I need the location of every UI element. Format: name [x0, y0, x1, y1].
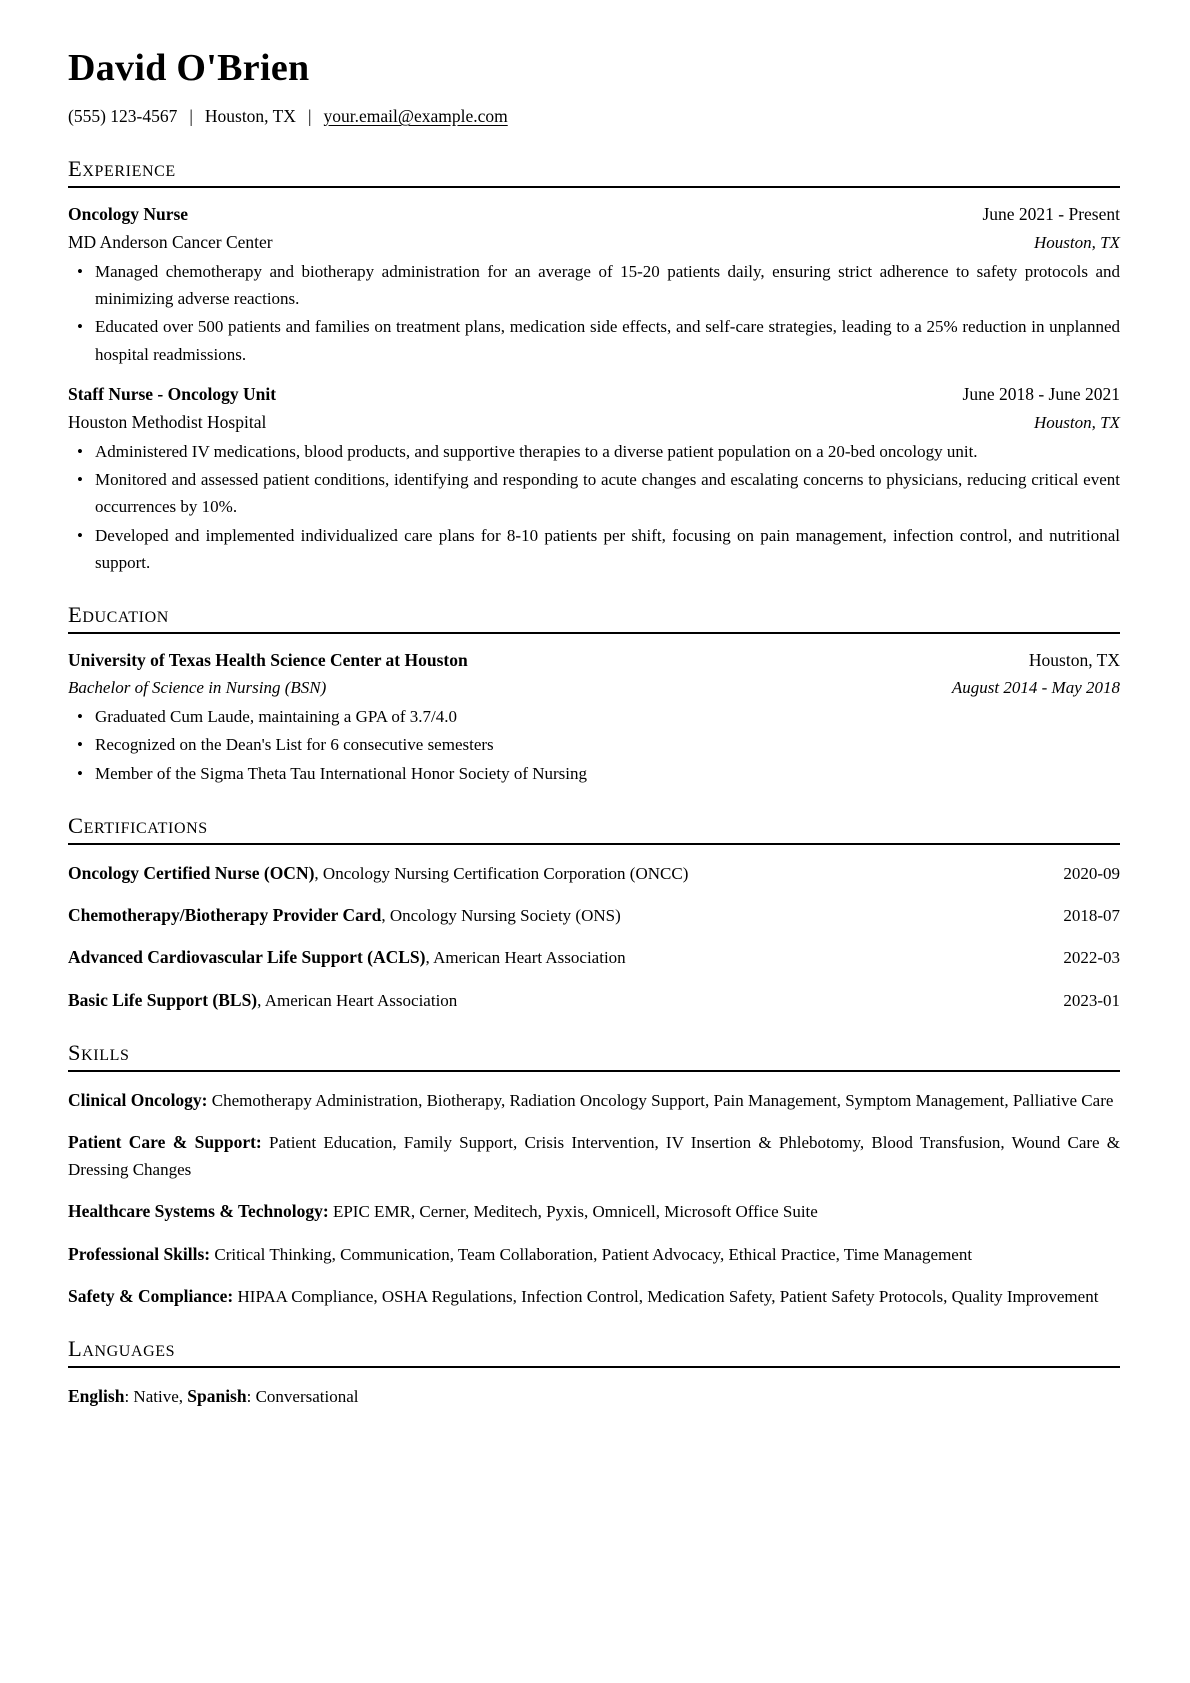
certification-name: Advanced Cardiovascular Life Support (ACLS)	[68, 947, 426, 968]
education-bullet	[68, 703, 1120, 730]
school-subtitle-row	[68, 674, 1120, 701]
job-title: Oncology Nurse	[68, 203, 189, 224]
job-title-row	[68, 200, 1120, 228]
education-bullet	[68, 760, 1120, 787]
job-dates: June 2021 - Present	[982, 203, 1120, 224]
skill-items: HIPAA Compliance, OSHA Regulations, Infection Control, Medication Safety, Patient Safety Protocols, Quality Improvement	[237, 1286, 1099, 1306]
language-comma: ,	[178, 1387, 188, 1407]
bullet-icon: •	[77, 525, 83, 545]
languages-line	[68, 1382, 1120, 1410]
job-bullet	[68, 258, 1120, 312]
skill-group	[68, 1240, 1120, 1268]
job-bullet	[68, 313, 1120, 367]
certification-name: Oncology Certified Nurse (OCN)	[68, 862, 315, 883]
job-company: MD Anderson Cancer Center	[68, 231, 273, 252]
certification-date: 2020-09	[1063, 863, 1120, 883]
bullet-icon: •	[77, 763, 83, 783]
phone-number: (555) 123-4567	[68, 105, 178, 126]
school-name: University of Texas Health Science Center at Houston	[68, 650, 468, 671]
certification-name: Chemotherapy/Biotherapy Provider Card	[68, 905, 382, 926]
skill-items: Chemotherapy Administration, Biotherapy, Radiation Oncology Support, Pain Management, Symptom Management, Palliative Care	[211, 1090, 1114, 1110]
skill-group	[68, 1128, 1120, 1183]
job-subtitle-row	[68, 408, 1120, 436]
education-bullet-text: Recognized on the Dean's List for 6 consecutive semesters	[95, 735, 494, 755]
skill-group	[68, 1086, 1120, 1114]
certification-date: 2018-07	[1063, 906, 1120, 926]
job-subtitle-row	[68, 228, 1120, 256]
job-bullet-text: Monitored and assessed patient conditions, identifying and responding to acute changes and escalating concerns to physicians, reducing critical event occurrences by 10%.	[95, 470, 1120, 517]
section-skills	[68, 1039, 1120, 1310]
job-bullet-text: Managed chemotherapy and biotherapy administration for an average of 15-20 patients daily, ensuring strict adherence to safety protocols and minimizing adverse reactions.	[95, 262, 1120, 309]
bullet-icon: •	[77, 317, 83, 337]
certification-date: 2023-01	[1063, 990, 1120, 1010]
job-title-row	[68, 380, 1120, 408]
resume-header	[68, 48, 1120, 130]
job-bullet-text: Developed and implemented individualized care plans for 8-10 patients per shift, focusing on pain management, infection control, and nutritional support.	[95, 525, 1120, 572]
job-location: Houston, TX	[1034, 232, 1120, 252]
certification-separator: ,	[381, 906, 390, 926]
job-bullet	[68, 466, 1120, 520]
section-experience	[68, 155, 1120, 576]
location-text: Houston, TX	[204, 105, 296, 126]
section-education	[68, 601, 1120, 787]
certification-text	[68, 943, 626, 971]
certification-row	[68, 943, 1120, 971]
skill-group	[68, 1197, 1120, 1225]
section-title-languages: Languages	[68, 1335, 1120, 1368]
skill-label: Patient Care & Support:	[68, 1132, 262, 1153]
certification-text	[68, 901, 621, 929]
skill-items: EPIC EMR, Cerner, Meditech, Pyxis, Omnicell, Microsoft Office Suite	[332, 1202, 818, 1222]
bullet-icon: •	[77, 262, 83, 282]
language-name: Spanish	[187, 1386, 247, 1407]
section-title-skills: Skills	[68, 1039, 1120, 1072]
section-certifications	[68, 812, 1120, 1014]
education-entry	[68, 646, 1120, 787]
education-bullet-text: Graduated Cum Laude, maintaining a GPA of 3.7/4.0	[95, 707, 457, 727]
job-bullet-text: Administered IV medications, blood products, and supportive therapies to a diverse patient population on a 20-bed oncology unit.	[95, 442, 978, 462]
education-bullet-text: Member of the Sigma Theta Tau International Honor Society of Nursing	[95, 763, 588, 783]
job-company: Houston Methodist Hospital	[68, 411, 267, 432]
skill-label: Clinical Oncology:	[68, 1089, 208, 1110]
degree: Bachelor of Science in Nursing (BSN)	[68, 678, 327, 698]
bullet-icon: •	[77, 735, 83, 755]
bullet-icon: •	[77, 707, 83, 727]
bullet-icon: •	[77, 442, 83, 462]
job-title: Staff Nurse - Oncology Unit	[68, 383, 277, 404]
certification-row	[68, 901, 1120, 929]
job-location: Houston, TX	[1034, 412, 1120, 432]
school-location: Houston, TX	[1028, 650, 1120, 671]
contact-line	[68, 102, 1120, 130]
certification-text	[68, 859, 688, 887]
section-languages	[68, 1335, 1120, 1410]
skill-label: Healthcare Systems & Technology:	[68, 1201, 329, 1222]
separator: |	[307, 105, 312, 126]
section-title-certifications: Certifications	[68, 812, 1120, 845]
skill-group	[68, 1282, 1120, 1310]
skill-items: Critical Thinking, Communication, Team Collaboration, Patient Advocacy, Ethical Practice, Time Management	[214, 1244, 973, 1264]
section-title-education: Education	[68, 601, 1120, 634]
section-title-experience: Experience	[68, 155, 1120, 188]
job-entry	[68, 380, 1120, 576]
certification-separator: ,	[257, 990, 265, 1010]
job-bullet-text: Educated over 500 patients and families on treatment plans, medication side effects, and self-care strategies, leading to a 25% reduction in unplanned hospital readmissions.	[95, 317, 1120, 364]
education-bullet-list	[68, 703, 1120, 787]
bullet-icon: •	[77, 470, 83, 490]
certification-issuer: Oncology Nursing Society (ONS)	[389, 906, 621, 926]
language-name: English	[68, 1386, 125, 1407]
certification-row	[68, 986, 1120, 1014]
certification-date: 2022-03	[1063, 948, 1120, 968]
skill-label: Safety & Compliance:	[68, 1285, 234, 1306]
job-bullet-list	[68, 258, 1120, 368]
certification-issuer: American Heart Association	[433, 948, 626, 968]
skill-items: Patient Education, Family Support, Crisis Intervention, IV Insertion & Phlebotomy, Blood Transfusion, Wound Care & Dressing Changes	[68, 1133, 1121, 1180]
job-dates: June 2018 - June 2021	[962, 383, 1120, 404]
person-name: David O'Brien	[68, 47, 310, 89]
language-level: Conversational	[255, 1387, 359, 1407]
school-dates: August 2014 - May 2018	[951, 678, 1120, 698]
job-bullet	[68, 522, 1120, 576]
certification-issuer: American Heart Association	[264, 990, 458, 1010]
skill-label: Professional Skills:	[68, 1243, 211, 1264]
education-bullet	[68, 731, 1120, 758]
certification-text	[68, 986, 457, 1014]
certification-issuer: Oncology Nursing Certification Corporation (ONCC)	[322, 863, 689, 883]
certification-name: Basic Life Support (BLS)	[68, 989, 258, 1010]
language-level: Native	[133, 1387, 179, 1407]
job-entry	[68, 200, 1120, 368]
language-colon: :	[124, 1387, 134, 1407]
language-colon: :	[246, 1387, 256, 1407]
certification-separator: ,	[314, 863, 323, 883]
certification-separator: ,	[425, 948, 434, 968]
email-link[interactable]: your.email@example.com	[323, 105, 508, 126]
certification-row	[68, 859, 1120, 887]
separator: |	[189, 105, 193, 126]
job-bullet-list	[68, 438, 1120, 576]
school-title-row	[68, 646, 1120, 674]
job-bullet	[68, 438, 1120, 465]
